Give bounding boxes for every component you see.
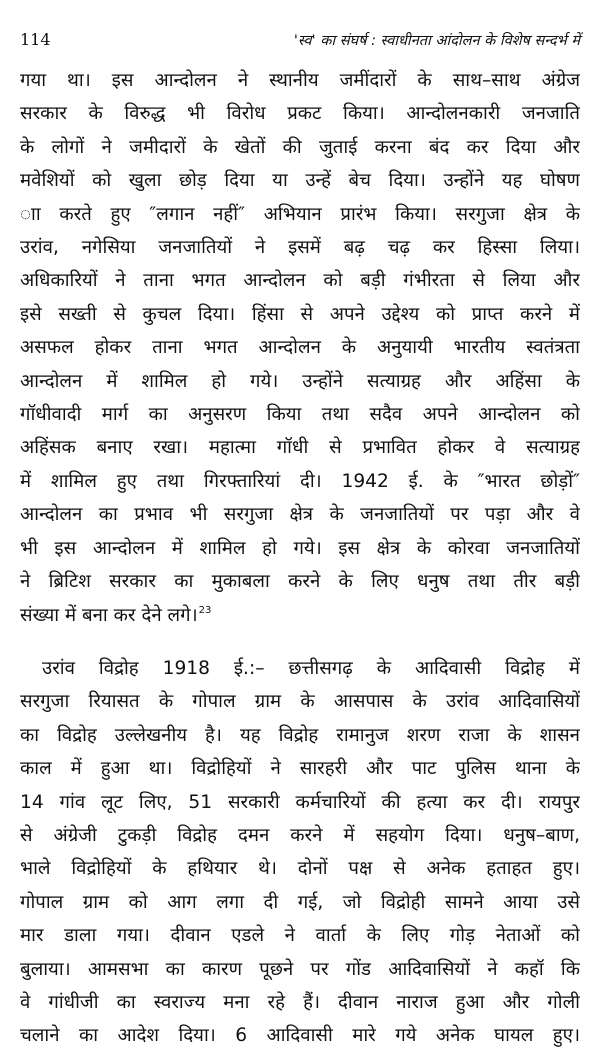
text-line: ाा करते हुए ″लगान नहीं″ अभियान प्रारंभ किया। सरगुजा क्षेत्र के [20,203,580,225]
text-line: आन्दोलन का प्रभाव भी सरगुजा क्षेत्र के जनजातियों पर पड़ा और वे [20,504,580,526]
running-head: 'स्व' का संघर्ष : स्वाधीनता आंदोलन के विशेष सन्दर्भ में [293,33,580,49]
text-line: अहिंसक बनाए रखा। महात्मा गॉधी से प्रभावित होकर वे सत्याग्रह [20,437,580,459]
text-line: उरांव, नगेसिया जनजातियों ने इसमें बढ़ चढ़ कर हिस्सा लिया। [20,237,580,259]
text-line: आन्दोलन में शामिल हो गये। उन्होंने सत्याग्रह और अहिंसा के [20,370,580,392]
text-line: सरगुजा रियासत के गोपाल ग्राम के आसपास के उरांव आदिवासियों [20,691,580,713]
text-line: से अंग्रेजी टुकड़ी विद्रोह दमन करने में सहयोग दिया। धनुष–बाण, [20,824,580,846]
text-line: का विद्रोह उल्लेखनीय है। यह विद्रोह रामानुज शरण राजा के शासन [20,724,580,746]
text-line: असफल होकर ताना भगत आन्दोलन के अनुयायी भारतीय स्वतंत्रता [20,337,580,359]
text-line: 14 गांव लूट लिए, 51 सरकारी कर्मचारियों की हत्या कर दी। रायपुर [20,791,580,813]
text-line: अधिकारियों ने ताना भगत आन्दोलन को बड़ी गंभीरता से लिया और [20,270,580,292]
text-line: बुलाया। आमसभा का कारण पूछने पर गोंड आदिवासियों ने कहॉ कि [20,958,580,980]
text-line-last [20,599,580,632]
text-line: गया था। इस आन्दोलन ने स्थानीय जमींदारों के साथ–साथ अंग्रेज [20,70,580,91]
text-line: वे गांधीजी का स्वराज्य मना रहे हैं। दीवान नाराज हुआ और गोली [20,991,580,1013]
text-line: में शामिल हुए तथा गिरफ्तारियां दी। 1942 ई. के ″भारत छोड़ों″ [20,470,580,492]
text-line: गोपाल ग्राम को आग लगा दी गई, जो विद्रोही सामने आया उसे [20,891,580,913]
text-line: इसे सख्ती से कुचल दिया। हिंसा से अपने उद्देश्य को प्राप्त करने में [20,303,580,325]
text-line: चलाने का आदेश दिया। 6 आदिवासी मारे गये अनेक घायल हुए। [20,1025,580,1047]
paragraph-oraon-revolt [20,652,580,1053]
text-line: मार डाला गया। दीवान एडले ने वार्ता के लिए गोड़ नेताओं को [20,925,580,947]
text-line: गॉधीवादी मार्ग का अनुसरण किया तथा सदैव अपने आन्दोलन को [20,404,580,426]
text-line: ने ब्रिटिश सरकार का मुकाबला करने के लिए धनुष तथा तीर बड़ी [20,571,580,593]
text-line: मवेशियों को खुला छोड़ दिया या उन्हें बेच दिया। उन्होंने यह घोषण [20,170,580,192]
text-line: सरकार के विरुद्ध भी विरोध प्रकट किया। आन्दोलनकारी जनजाति [20,103,580,125]
page-number: 114 [20,30,51,49]
text-line: भी इस आन्दोलन में शामिल हो गये। इस क्षेत्र के कोरवा जनजातियों [20,537,580,559]
paragraph-gap [20,632,580,652]
text-line: उरांव विद्रोह 1918 ई.:– छत्तीसगढ़ के आदिवासी विद्रोह में [42,657,580,679]
text-line: के लोगों ने जमीदारों के खेतों की जुताई करना बंद कर दिया और [20,136,580,158]
text-line: काल में हुआ था। विद्रोहियों ने सारहरी और पाट पुलिस थाना के [20,758,580,780]
paragraph-tana-bhagat [20,64,580,632]
footnote-reference: 23 [198,605,212,617]
page-header [20,30,580,58]
text-line-content: संख्या में बना कर देने लगे। [20,604,198,626]
text-line: भाले विद्रोहियों के हथियार थे। दोनों पक्ष से अनेक हताहत हुए। [20,858,580,880]
